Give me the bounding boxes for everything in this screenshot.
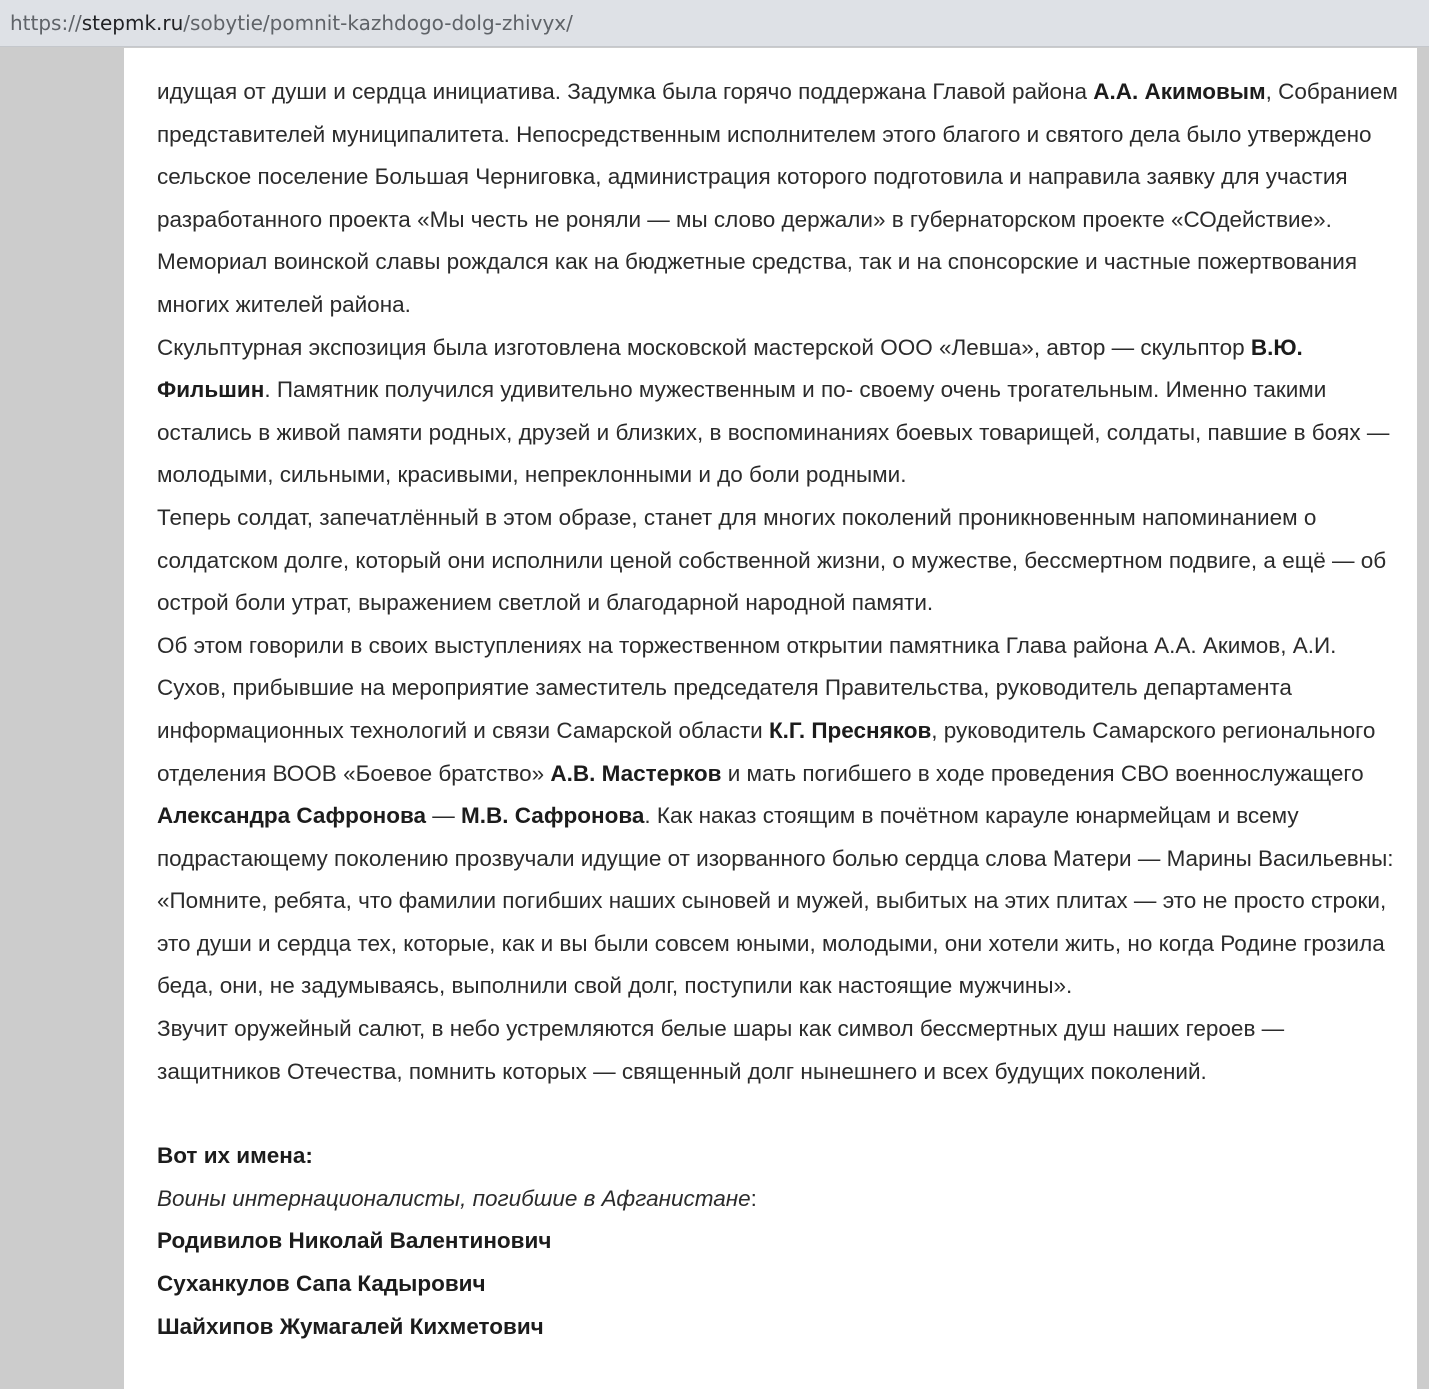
paragraph-initiative: идущая от души и сердца инициатива. Задумка была горячо поддержана Главой района А.А. Акимовым, Собранием представителей муниципалитета. Непосредственным исполнителем этого благого и святого дела было утверждено сельское поселение Большая Черниговка, администрация которого подготовила и направила заявку для участия разработанного проекта «Мы честь не роняли — мы слово держали» в губернаторском проекте «СОдействие». Мемориал воинской славы рождался как на бюджетные средства, так и на спонсорские и частные пожертвования многих жителей района. — [157, 79, 1398, 317]
names-subheading: Воины интернационалисты, погибшие в Афганистане: — [157, 1185, 757, 1211]
article-body — [157, 71, 1402, 1348]
bold-name-safronova: М.В. Сафронова — [461, 803, 645, 829]
list-item-name-3: Шайхипов Жумагалей Кихметович — [157, 1313, 544, 1339]
bold-name-filshin: В.Ю. Фильшин — [157, 334, 1303, 403]
bold-name-masterkov: А.В. Мастерков — [550, 760, 722, 786]
spacer — [157, 1093, 1402, 1135]
paragraph-salute: Звучит оружейный салют, в небо устремляются белые шары как символ бессмертных душ наших героев — защитников Отечества, помнить которых — священный долг нынешнего и всех будущих поколений. — [157, 1016, 1285, 1084]
url-scheme: https:// — [10, 11, 82, 35]
url-host: stepmk.ru — [81, 11, 184, 35]
paragraph-speeches: Об этом говорили в своих выступлениях на торжественном открытии памятника Глава района А.А. Акимов, А.И. Сухов, прибывшие на мероприятие заместитель председателя Правительства, руководитель департамента информационных технологий и связи Самарской области К.Г. Пресняков, руководитель Самарского регионального отделения ВООВ «Боевое братство» А.В. Мастерков и мать погибшего в ходе проведения СВО военнослужащего Александра Сафронова — М.В. Сафронова. Как наказ стоящим в почётном карауле юнармейцам и всему подрастающему поколению прозвучали идущие от изорванного болью сердца слова Матери — Марины Васильевны: «Помните, ребята, что фамилии погибших наших сыновей и мужей, выбитых на этих плитах — это не просто строки, это души и сердца тех, которые, как и вы были совсем юными, молодыми, они хотели жить, но когда Родине грозила беда, они, не задумываясь, выполнили свой долг, поступили как настоящие мужчины». — [157, 632, 1394, 999]
address-bar[interactable] — [0, 0, 1429, 47]
bold-name-presnyakov: К.Г. Пресняков — [768, 717, 932, 743]
paragraph-soldier: Теперь солдат, запечатлённый в этом образе, станет для многих поколений проникновенным напоминанием о солдатском долге, который они исполнили ценой собственной жизни, о мужестве, бессмертном подвиге, а ещё — об острой боли утрат, выражением светлой и благодарной народной памяти. — [157, 504, 1387, 616]
list-item-name-1: Родивилов Николай Валентинович — [157, 1228, 552, 1254]
url-path: /sobytie/pomnit-kazhdogo-dolg-zhivyx/ — [183, 11, 573, 35]
paragraph-sculpture: Скульптурная экспозиция была изготовлена московской мастерской ООО «Левша», автор — скульптор В.Ю. Фильшин. Памятник получился удивительно мужественным и по- своему очень трогательным. Именно такими остались в живой памяти родных, друзей и близких, в воспоминаниях боевых товарищей, солдаты, павшие в боях — молодыми, сильными, красивыми, непреклонными и до боли родными. — [157, 334, 1390, 488]
bold-name-akimov: А.А. Акимовым — [1093, 79, 1266, 104]
list-item-name-2: Суханкулов Сапа Кадырович — [157, 1271, 486, 1297]
names-heading: Вот их имена: — [157, 1143, 313, 1169]
article-page — [124, 48, 1417, 1389]
bold-name-safronov: Александра Сафронова — [157, 803, 427, 829]
